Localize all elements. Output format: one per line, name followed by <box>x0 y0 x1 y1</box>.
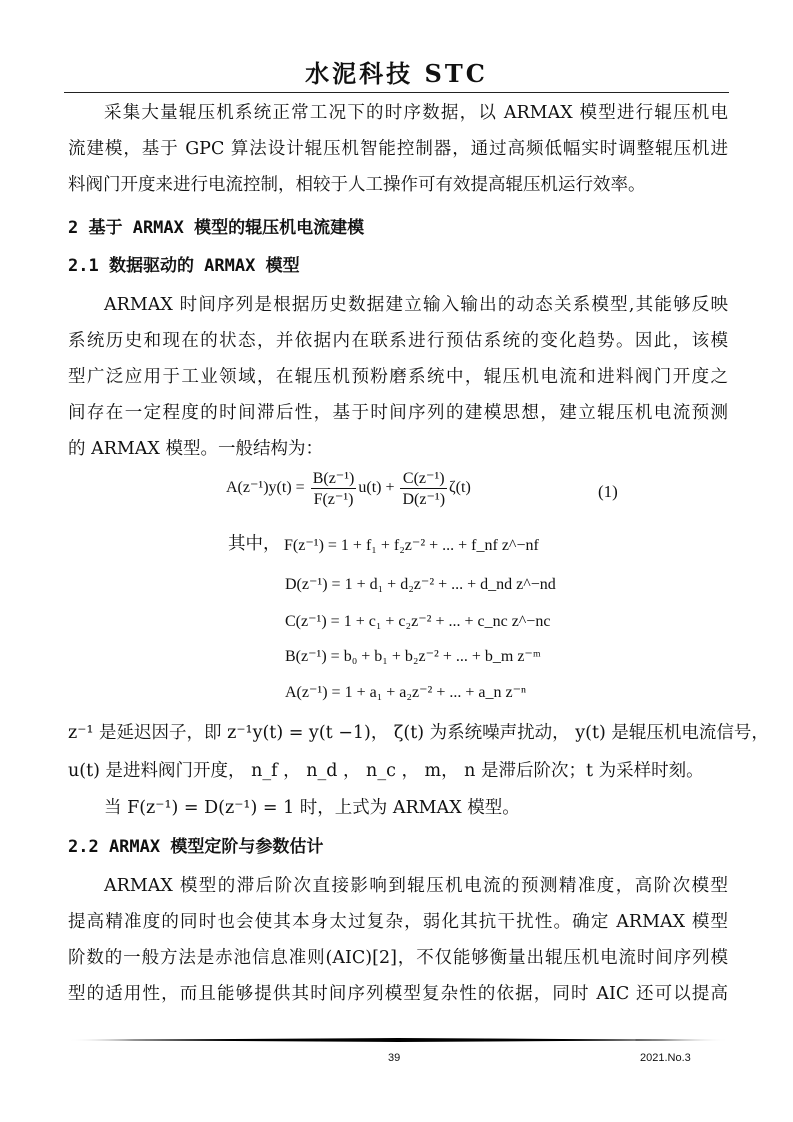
paragraph-line: 系统历史和现在的状态，并依据内在联系进行预估系统的变化趋势。因此，该模 <box>68 331 728 351</box>
equation-number: (1) <box>598 482 618 501</box>
page-number: 39 <box>388 1052 401 1064</box>
intro-line: 采集大量辊压机系统正常工况下的时序数据，以 ARMAX 模型进行辊压机电 <box>104 103 728 123</box>
equation-D: D(z⁻¹) = 1 + d₁ + d₂z⁻² + ... + d_nd z^−nd <box>285 576 556 593</box>
equation-A: A(z⁻¹) = 1 + a₁ + a₂z⁻² + ... + a_n z⁻ⁿ <box>285 684 527 701</box>
paragraph-line: 阶数的一般方法是赤池信息准则(AIC)[2]，不仅能够衡量出辊压机电流时间序列模 <box>68 948 728 968</box>
journal-header: 水泥科技 STC <box>305 59 488 88</box>
section-heading: 2 基于 ARMAX 模型的辊压机电流建模 <box>68 218 365 238</box>
explanation-line: z⁻¹ 是延迟因子，即 z⁻¹y(t) = y(t −1)， ζ(t) 为系统噪声扰动， y(t) 是辊压机电流信号， <box>68 723 769 743</box>
subsection-heading: 2.1 数据驱动的 ARMAX 模型 <box>68 256 300 276</box>
paragraph-line: 的 ARMAX 模型。一般结构为： <box>68 439 323 459</box>
paragraph-line: 提高精准度的同时也会使其本身太过复杂，弱化其抗干扰性。确定 ARMAX 模型 <box>68 912 728 932</box>
paragraph-line: ARMAX 时间序列是根据历史数据建立输入输出的动态关系模型,其能够反映 <box>104 295 728 315</box>
intro-line: 料阀门开度来进行电流控制，相较于人工操作可有效提高辊压机运行效率。 <box>68 175 646 195</box>
paragraph-line: 型的适用性，而且能够提供其时间序列模型复杂性的依据，同时 AIC 还可以提高 <box>68 984 728 1004</box>
footer-rule <box>68 1038 728 1042</box>
issue-label: 2021.No.3 <box>640 1052 691 1064</box>
header-rule <box>64 92 729 93</box>
equation-B: B(z⁻¹) = b₀ + b₁ + b₂z⁻² + ... + b_m z⁻ᵐ <box>285 648 541 665</box>
paragraph-line: 间存在一定程度的时间滞后性，基于时间序列的建模思想，建立辊压机电流预测 <box>68 403 728 423</box>
explanation-line: 当 F(z⁻¹) = D(z⁻¹) = 1 时，上式为 ARMAX 模型。 <box>104 798 520 818</box>
equation-C: C(z⁻¹) = 1 + c₁ + c₂z⁻² + ... + c_nc z^−nc <box>285 613 551 630</box>
explanation-line: u(t) 是进料阀门开度， n_f ， n_d ， n_c ， m， n 是滞后阶次；t 为采样时刻。 <box>68 761 704 781</box>
paragraph-line: ARMAX 模型的滞后阶次直接影响到辊压机电流的预测精准度，高阶次模型 <box>104 876 728 896</box>
paragraph-line: 型广泛应用于工业领域，在辊压机预粉磨系统中，辊压机电流和进料阀门开度之 <box>68 367 728 387</box>
intro-line: 流建模，基于 GPC 算法设计辊压机智能控制器，通过高频低幅实时调整辊压机进 <box>68 139 728 159</box>
where-label: 其中， <box>228 534 281 554</box>
subsection-heading: 2.2 ARMAX 模型定阶与参数估计 <box>68 837 324 857</box>
equation-1: A(z⁻¹)y(t) = $\frac{\text{B(z⁻¹)}}{\text{F(z⁻¹)}}$ u(t) + $\frac{\text{C(z⁻¹)}}{\text{D(z⁻¹)}}$ ζ(t) <box>226 470 471 508</box>
equation-F: F(z⁻¹) = 1 + f₁ + f₂z⁻² + ... + f_nf z^−nf <box>284 537 539 554</box>
